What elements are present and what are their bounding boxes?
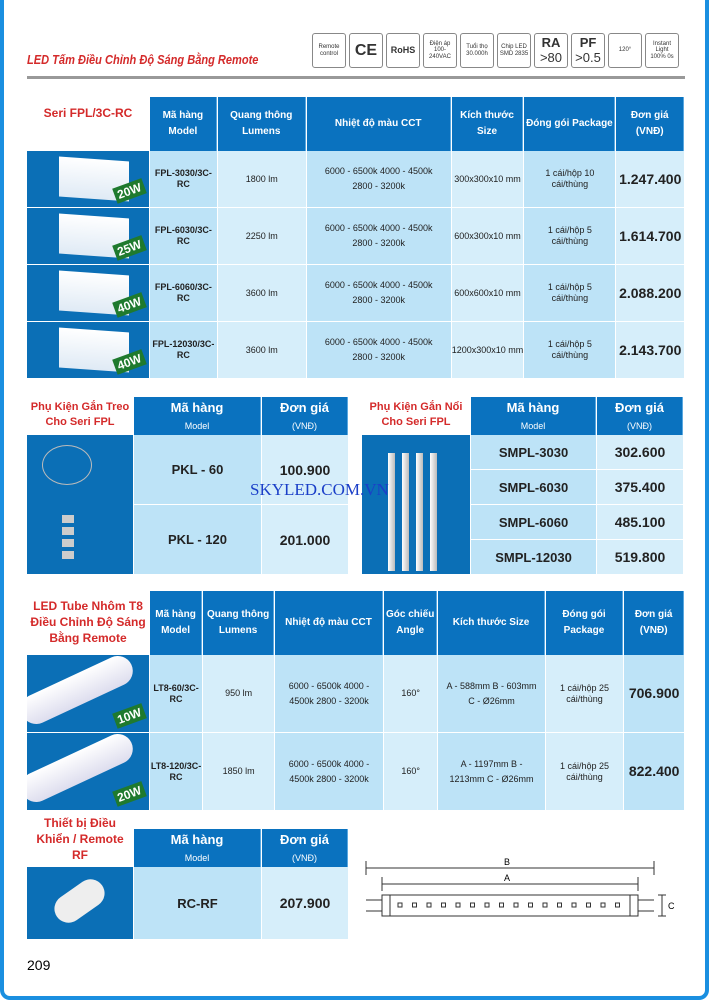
- page-number: 209: [27, 957, 51, 973]
- led-chip: [514, 903, 518, 907]
- lifetime-icon: [460, 33, 494, 68]
- surface-caption: Phụ Kiện Gắn Nổi Cho Seri FPL: [369, 401, 463, 428]
- frame-bar: [430, 453, 437, 571]
- badge-text: 30.000h: [466, 50, 488, 57]
- led-chip: [601, 903, 605, 907]
- led-chip: [500, 903, 504, 907]
- led-chip: [485, 903, 489, 907]
- product-image: [27, 733, 149, 811]
- cell-size: A - 1197mm B - 1213mm C - Ø26mm: [438, 733, 544, 811]
- rohs-icon: [386, 33, 420, 68]
- remote-icon: [312, 33, 346, 68]
- remote-table: [26, 829, 349, 940]
- badge-top: Chip LED: [501, 43, 527, 50]
- clip: [62, 551, 74, 559]
- cell-price: 1.614.700: [616, 208, 684, 265]
- badge-text: >80: [539, 49, 563, 65]
- cell-cct: 6000 - 6500k 4000 - 4500k 2800 - 3200k: [307, 208, 451, 265]
- cell-model: FPL-6030/3C-RC: [150, 208, 217, 265]
- beam-angle-icon: [608, 33, 642, 68]
- wattage-badge: 25W: [113, 235, 147, 261]
- header-h_model: [134, 829, 261, 867]
- badge-text: RoHS: [390, 44, 416, 55]
- header-label: Mã hàng: [170, 400, 224, 416]
- led-chip: [558, 903, 562, 907]
- cell-lumen: 2250 lm: [218, 208, 306, 265]
- header-sublabel: Model: [184, 421, 210, 432]
- cell-pack: 1 cái/hộp 5 cái/thùng: [524, 208, 615, 265]
- badge-top: Tuổi thọ: [466, 43, 488, 50]
- cell-price: 100.900: [262, 435, 348, 505]
- table-header-6: Đơn giá (VNĐ): [624, 591, 684, 655]
- led-chip: [616, 903, 620, 907]
- clip: [62, 539, 74, 547]
- cell-pack: 1 cái/hộp 5 cái/thùng: [524, 265, 615, 322]
- caption-spacer: [27, 829, 133, 867]
- cell-cct: 6000 - 6500k 4000 - 4500k 2800 - 3200k: [307, 151, 451, 208]
- table-header-0: Mã hàng Model: [150, 97, 217, 151]
- cell-model: PKL - 60: [134, 435, 261, 505]
- bulb-icon: [497, 33, 531, 68]
- cell-size: A - 588mm B - 603mm C - Ø26mm: [438, 655, 544, 733]
- frame-bar: [388, 453, 395, 571]
- table-row: [27, 208, 684, 265]
- header-h_model: [471, 397, 596, 435]
- led-chip: [529, 903, 533, 907]
- cell-price: 1.247.400: [616, 151, 684, 208]
- cell-model: FPL-12030/3C-RC: [150, 322, 217, 379]
- badge-top: Instant Light: [652, 40, 671, 54]
- header-h_model: [134, 397, 261, 435]
- cell-cct: 6000 - 6500k 4000 - 4500k 2800 - 3200k: [275, 655, 383, 733]
- table-row: [27, 151, 684, 208]
- cell-angle: 160°: [384, 655, 438, 733]
- wattage-badge: 10W: [113, 703, 147, 729]
- voltage-icon: [423, 33, 457, 68]
- hang-kit-image: [27, 435, 133, 575]
- led-chip: [442, 903, 446, 907]
- header-sublabel: (VNĐ): [627, 421, 652, 432]
- header-sublabel: (VNĐ): [292, 421, 317, 432]
- table-header-4: Kích thước Size: [438, 591, 544, 655]
- page-title: LED Tấm Điều Chỉnh Độ Sáng Bằng Remote: [27, 52, 259, 67]
- surface-frame-image: [362, 435, 470, 575]
- table-header-0: Mã hàng Model: [150, 591, 202, 655]
- table-header-3: Kích thước Size: [452, 97, 524, 151]
- cell-price: 375.400: [597, 470, 683, 505]
- cell-price: 519.800: [597, 540, 683, 575]
- table-row: [27, 733, 684, 811]
- remote-photo: [49, 874, 110, 928]
- remote-image: [27, 867, 133, 940]
- frame-bar: [416, 453, 423, 571]
- cell-price: 706.900: [624, 655, 684, 733]
- table-row: [27, 265, 684, 322]
- dim-a-label: A: [503, 873, 511, 883]
- badge-text: SMD 2835: [499, 50, 529, 57]
- wattage-badge: 40W: [113, 349, 147, 375]
- cell-size: 600x600x10 mm: [452, 265, 524, 322]
- dim-b-label: B: [503, 857, 511, 867]
- header-label: Đơn giá: [280, 832, 329, 848]
- cell-cct: 6000 - 6500k 4000 - 4500k 2800 - 3200k: [307, 322, 451, 379]
- header-sublabel: (VNĐ): [292, 853, 317, 864]
- cell-size: 300x300x10 mm: [452, 151, 524, 208]
- tube-price-table: [26, 591, 685, 811]
- cell-price: 485.100: [597, 505, 683, 540]
- table-header-3: Góc chiếu Angle: [384, 591, 438, 655]
- cell-pack: 1 cái/hộp 25 cái/thùng: [546, 733, 624, 811]
- cell-model: SMPL-3030: [471, 435, 596, 470]
- table-header-1: Quang thông Lumens: [203, 591, 274, 655]
- cell-cct: 6000 - 6500k 4000 - 4500k 2800 - 3200k: [307, 265, 451, 322]
- dim-c-label: C: [668, 901, 675, 911]
- cell-lumen: 3600 lm: [218, 322, 306, 379]
- cell-pack: 1 cái/hộp 10 cái/thùng: [524, 151, 615, 208]
- clip: [62, 515, 74, 523]
- cell-size: 1200x300x10 mm: [452, 322, 524, 379]
- table-header-5: Đóng gói Package: [546, 591, 624, 655]
- product-image: [27, 322, 149, 379]
- badge-text: 120°: [618, 47, 632, 54]
- tube-dimension-diagram: [362, 855, 682, 920]
- instant-light-icon: [645, 33, 679, 68]
- cell-lumen: 950 lm: [203, 655, 274, 733]
- tube-caption: LED Tube Nhôm T8 Điều Chỉnh Độ Sáng Bằng Remote: [30, 599, 146, 646]
- table-row: [27, 867, 348, 940]
- panel-price-table: [26, 97, 685, 379]
- cell-cct: 6000 - 6500k 4000 - 4500k 2800 - 3200k: [275, 733, 383, 811]
- wattage-badge: 40W: [113, 292, 147, 318]
- cell-price: 822.400: [624, 733, 684, 811]
- wire-coil: [42, 445, 92, 485]
- badge-text: CE: [354, 41, 378, 59]
- badge-text: 100-240VAC: [429, 47, 451, 60]
- badge-top: RA: [541, 35, 561, 51]
- table-row: [27, 322, 684, 379]
- header-label: Mã hàng: [506, 400, 560, 416]
- badge-text: >0.5: [575, 49, 601, 65]
- table-header-2: Nhiệt độ màu CCT: [307, 97, 451, 151]
- feature-badges: [312, 33, 679, 68]
- header-sublabel: Model: [520, 421, 546, 432]
- led-chip: [587, 903, 591, 907]
- remote-caption: Thiết bị Điều Khiển / Remote RF: [36, 816, 124, 863]
- cell-price: 2.143.700: [616, 322, 684, 379]
- product-image: [27, 151, 149, 208]
- led-chip: [398, 903, 402, 907]
- cell-model: LT8-120/3C-RC: [150, 733, 202, 811]
- header-h_price: [262, 397, 348, 435]
- clip: [62, 527, 74, 535]
- cell-model: SMPL-6060: [471, 505, 596, 540]
- badge-top: PF: [579, 35, 597, 51]
- frame-bar: [402, 453, 409, 571]
- table-row: [362, 435, 683, 470]
- table-header-1: Quang thông Lumens: [218, 97, 306, 151]
- product-image: [27, 265, 149, 322]
- led-chip: [456, 903, 460, 907]
- cell-model: LT8-60/3C-RC: [150, 655, 202, 733]
- cell-lumen: 1850 lm: [203, 733, 274, 811]
- cell-price: 207.900: [262, 867, 348, 940]
- badge-top: Điện áp: [429, 40, 451, 47]
- cell-model: SMPL-6030: [471, 470, 596, 505]
- cell-price: 302.600: [597, 435, 683, 470]
- led-chip: [572, 903, 576, 907]
- table-row: [27, 655, 684, 733]
- badge-6: [534, 33, 568, 68]
- watermark: SKYLED.COM.VN: [250, 480, 389, 499]
- led-chip: [427, 903, 431, 907]
- badge-text: 100% 0s: [650, 53, 674, 60]
- caption-spacer: [27, 397, 133, 435]
- cell-model: FPL-3030/3C-RC: [150, 151, 217, 208]
- wattage-badge: 20W: [113, 178, 147, 204]
- header-label: Đơn giá: [615, 400, 664, 416]
- led-chip: [543, 903, 547, 907]
- cell-pack: 1 cái/hộp 25 cái/thùng: [546, 655, 624, 733]
- cell-model: FPL-6060/3C-RC: [150, 265, 217, 322]
- hang-caption: Phụ Kiện Gắn Treo Cho Seri FPL: [30, 401, 130, 428]
- cell-price: 201.000: [262, 505, 348, 575]
- cell-lumen: 1800 lm: [218, 151, 306, 208]
- cell-price: 2.088.200: [616, 265, 684, 322]
- wattage-badge: 20W: [113, 781, 147, 807]
- header-h_price: [597, 397, 683, 435]
- cell-pack: 1 cái/hộp 5 cái/thùng: [524, 322, 615, 379]
- header-label: Mã hàng: [170, 832, 224, 848]
- product-image: [27, 208, 149, 265]
- caption-spacer: [362, 397, 470, 435]
- badge-text: Remote control: [318, 43, 340, 57]
- cell-size: 600x300x10 mm: [452, 208, 524, 265]
- table-header-4: Đóng gói Package: [524, 97, 615, 151]
- badge-7: [571, 33, 605, 68]
- cell-lumen: 3600 lm: [218, 265, 306, 322]
- cell-model: PKL - 120: [134, 505, 261, 575]
- panel-caption: Seri FPL/3C-RC: [43, 106, 133, 120]
- led-chip: [413, 903, 417, 907]
- ce-icon: [349, 33, 383, 68]
- product-image: [27, 655, 149, 733]
- table-header-2: Nhiệt độ màu CCT: [275, 591, 383, 655]
- surface-accessory-table: [361, 397, 684, 575]
- header-sublabel: Model: [184, 853, 210, 864]
- header-label: Đơn giá: [280, 400, 329, 416]
- cell-model: RC-RF: [134, 867, 261, 940]
- cell-angle: 160°: [384, 733, 438, 811]
- cell-model: SMPL-12030: [471, 540, 596, 575]
- title-divider: [27, 76, 685, 79]
- header-h_price: [262, 829, 348, 867]
- table-header-5: Đơn giá (VNĐ): [616, 97, 684, 151]
- led-chip: [471, 903, 475, 907]
